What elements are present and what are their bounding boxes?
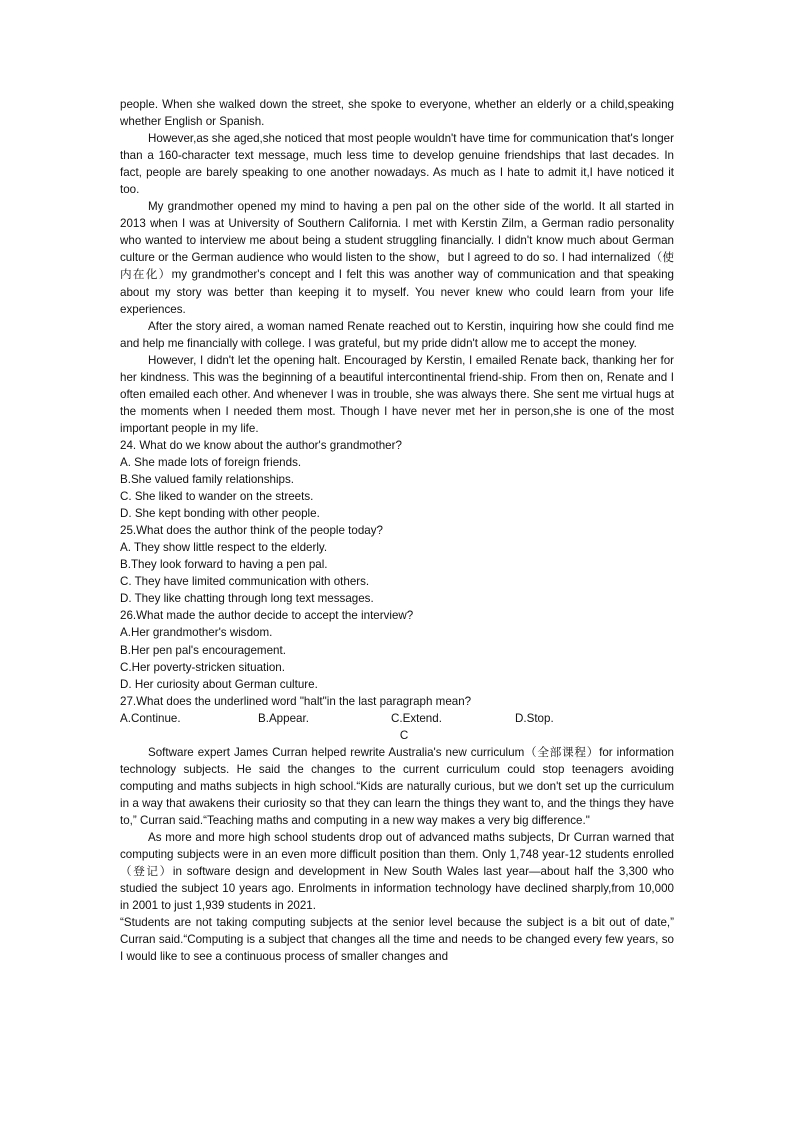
passage-b-paragraph-1: people. When she walked down the street, she spoke to everyone, whether an elderly or a child,speaking whether English or Spanish. xyxy=(120,98,674,129)
exam-page xyxy=(120,96,674,965)
passage-c xyxy=(120,744,674,966)
option-a: A.Her grandmother's wisdom. xyxy=(120,626,273,640)
passage-b xyxy=(120,96,674,437)
option-c: C.Extend. xyxy=(391,711,442,725)
option-a: A. They show little respect to the elderly. xyxy=(120,541,328,555)
option-d: D.Stop. xyxy=(515,711,554,725)
option-c: C. She liked to wander on the streets. xyxy=(120,490,314,504)
option-b: B.Her pen pal's encouragement. xyxy=(120,643,286,657)
question-26 xyxy=(120,607,674,692)
section-letter-c: C xyxy=(399,728,409,742)
option-c: C.Her poverty-stricken situation. xyxy=(120,660,285,674)
option-d: D. She kept bonding with other people. xyxy=(120,507,320,521)
passage-b-paragraph-5: However, I didn't let the opening halt. Encouraged by Kerstin, I emailed Renate back, thanking her for her kindness. This was the beginning of a beautiful intercontinental friend-ship. From then on, Renate and I often emailed each other. And whenever I was in trouble, she was always there. She sent me virtual hugs at the moments when I needed them most. Though I have never met her in person,she is one of the most important people in my life. xyxy=(120,353,674,435)
question-27-options xyxy=(120,710,674,727)
question-24 xyxy=(120,437,674,522)
option-b: B.Appear. xyxy=(258,711,309,725)
passage-c-paragraph-1: Software expert James Curran helped rewrite Australia's new curriculum（全部课程）for information technology subjects. He said the changes to the current curriculum could stop teenagers avoiding computing and maths subjects in high school.“Kids are naturally curious, but we don't set up the curriculum in a way that awakens their curiosity so that they can learn the things they want to, and the things they have to,” Curran said.“Teaching maths and computing in a new way makes a very big difference." xyxy=(120,745,674,827)
passage-b-paragraph-2: However,as she aged,she noticed that most people wouldn't have time for communication that's longer than a 160-character text message, much less time to develop genuine friendships that last decades. In fact, people are barely speaking to one another nowadays. As much as I hate to admit it,I have noticed it too. xyxy=(120,132,674,197)
question-25 xyxy=(120,522,674,607)
option-a: A. She made lots of foreign friends. xyxy=(120,455,302,469)
option-a: A.Continue. xyxy=(120,711,181,725)
question-27 xyxy=(120,693,674,727)
passage-c-paragraph-2: As more and more high school students drop out of advanced maths subjects, Dr Curran warned that computing subjects were in an even more difficult position than them. Only 1,748 year-12 students enrolled（登记）in software design and development in New South Wales last year—about half the 3,300 who studied the subject 10 years ago. Enrolments in information technology have declined sharply,from 10,000 in 2001 to just 1,939 students in 2021. xyxy=(120,831,674,913)
passage-b-paragraph-4: After the story aired, a woman named Renate reached out to Kerstin, inquiring how she could find me and help me financially with college. I was grateful, but my pride didn't allow me to accept the money. xyxy=(120,319,674,350)
option-c: C. They have limited communication with others. xyxy=(120,575,370,589)
option-b: B.She valued family relationships. xyxy=(120,473,294,487)
option-d: D. Her curiosity about German culture. xyxy=(120,677,318,691)
passage-b-paragraph-3: My grandmother opened my mind to having a pen pal on the other side of the world. It all started in 2013 when I was at University of Southern California. I met with Kerstin Zilm, a German radio personality who wanted to interview me about being a student struggling financially. I didn't know much about German culture or the German audience who would listen to the show，but I agreed to do so. I had internalized（使内在化）my grandmother's concept and I felt this was another way of communication and that speaking about my story was better than keeping it to myself. You never knew who could learn from your life experiences. xyxy=(120,200,674,316)
question-stem: 24. What do we know about the author's grandmother? xyxy=(120,438,402,452)
passage-c-paragraph-3: “Students are not taking computing subjects at the senior level because the subject is a bit out of date,” Curran said.“Computing is a subject that changes all the time and needs to be changed every few years, so I would like to see a continuous process of smaller changes and xyxy=(120,916,674,964)
question-stem: 26.What made the author decide to accept the interview? xyxy=(120,609,414,623)
question-stem: 25.What does the author think of the people today? xyxy=(120,524,383,538)
option-b: B.They look forward to having a pen pal. xyxy=(120,558,328,572)
option-d: D. They like chatting through long text messages. xyxy=(120,592,374,606)
question-stem: 27.What does the underlined word "halt"in the last paragraph mean? xyxy=(120,694,472,708)
